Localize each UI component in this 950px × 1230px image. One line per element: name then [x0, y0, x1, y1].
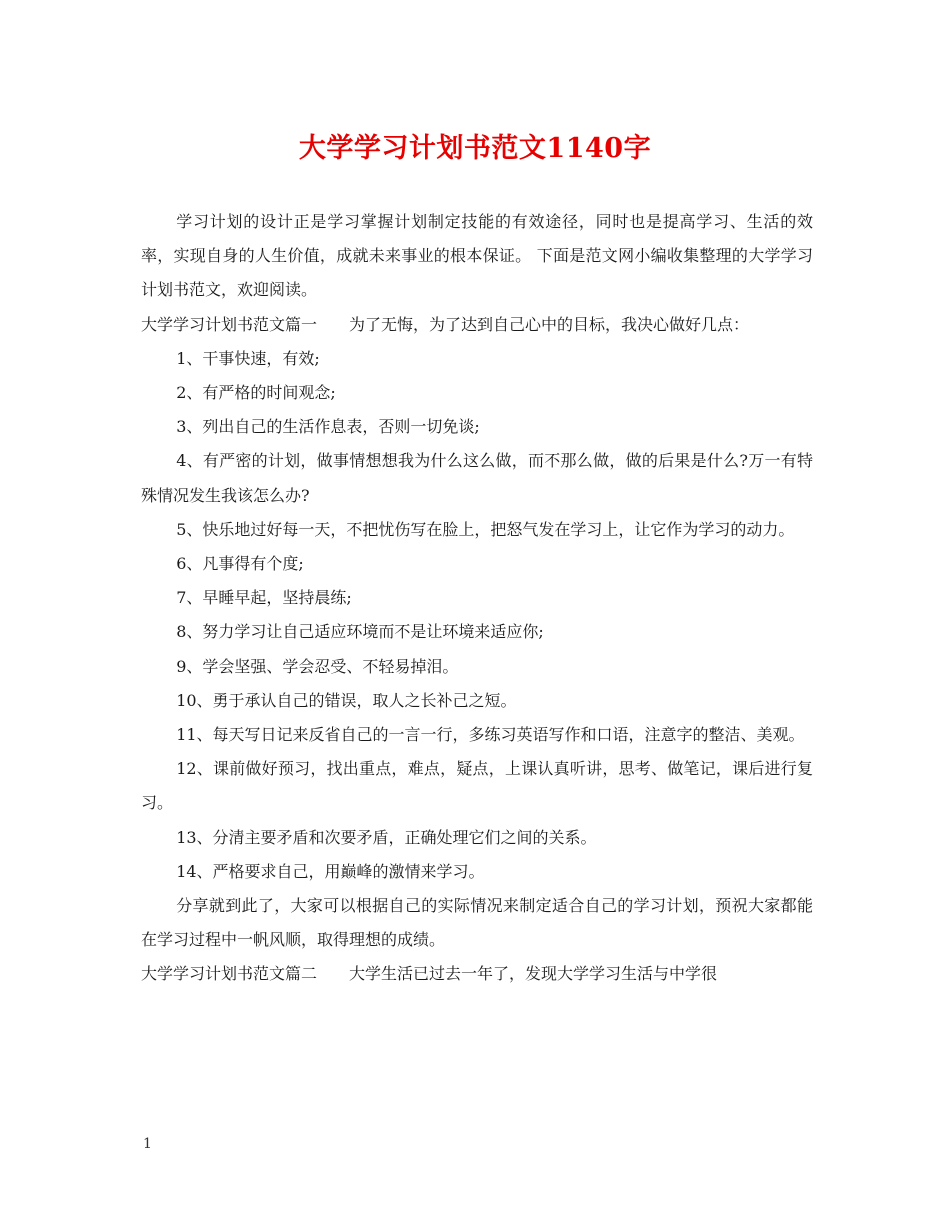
list-item: 11、每天写日记来反省自己的一言一行，多练习英语写作和口语，注意字的整洁、美观。	[176, 725, 805, 745]
list-item: 3、列出自己的生活作息表，否则一切免谈;	[176, 417, 480, 437]
section-heading-two: 大学学习计划书范文篇二 大学生活已过去一年了，发现大学学习生活与中学很	[141, 964, 718, 984]
section-heading-one: 大学学习计划书范文篇一 为了无悔，为了达到自己心中的目标，我决心做好几点：	[141, 314, 750, 334]
intro-paragraph: 学习计划的设计正是学习掌握计划制定技能的有效途径，同时也是提高学习、生活的效率，实现自身的人生价值，成就未来事业的根本保证。 下面是范文网小编收集整理的大学学习计划书范文，欢迎阅读。	[141, 212, 813, 300]
list-item: 2、有严格的时间观念;	[176, 383, 336, 403]
list-item: 5、快乐地过好每一天，不把忧伤写在脸上，把怒气发在学习上，让它作为学习的动力。	[176, 519, 795, 539]
list-item: 8、努力学习让自己适应环境而不是让环境来适应你;	[176, 622, 544, 642]
document-title: 大学学习计划书范文1140字	[298, 133, 652, 164]
list-item: 14、严格要求自己，用巅峰的激情来学习。	[176, 861, 485, 881]
closing-paragraph: 分享就到此了，大家可以根据自己的实际情况来制定适合自己的学习计划，预祝大家都能在学习过程中一帆风顺，取得理想的成绩。	[141, 896, 813, 950]
list-item: 7、早睡早起，坚持晨练;	[176, 588, 352, 608]
list-item: 13、分清主要矛盾和次要矛盾，正确处理它们之间的关系。	[176, 827, 597, 847]
page-number: 1	[143, 1136, 152, 1152]
list-item: 10、勇于承认自己的错误，取人之长补己之短。	[176, 690, 517, 710]
list-item: 1、干事快速，有效;	[176, 348, 320, 368]
list-item: 4、有严密的计划，做事情想想我为什么这么做，而不那么做，做的后果是什么?万一有特殊情况发生我该怎么办?	[141, 451, 813, 505]
list-item: 6、凡事得有个度;	[176, 554, 304, 574]
document-body	[141, 205, 813, 992]
list-item: 12、课前做好预习，找出重点，难点，疑点，上课认真听讲，思考、做笔记，课后进行复习。	[141, 759, 813, 813]
list-item: 9、学会坚强、学会忍受、不轻易掉泪。	[176, 656, 459, 676]
